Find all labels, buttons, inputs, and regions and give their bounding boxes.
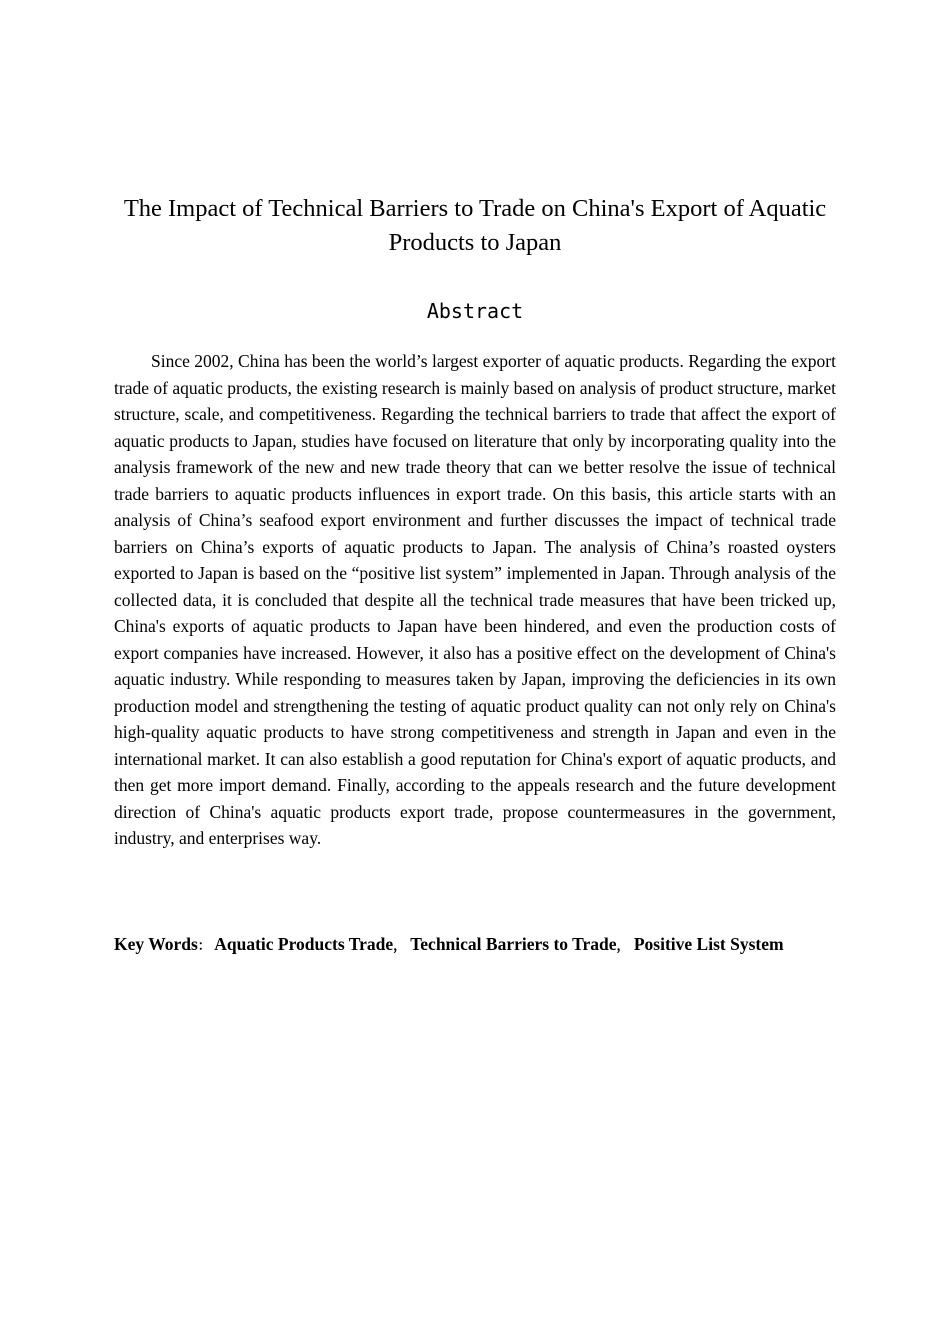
keyword-separator: ， bbox=[616, 939, 630, 954]
paper-title: The Impact of Technical Barriers to Trade on China's Export of Aquatic Products to Japan bbox=[123, 195, 827, 256]
keywords-label: Key Words bbox=[114, 934, 198, 954]
abstract-body: Since 2002, China has been the world’s largest exporter of aquatic products. Regarding the export trade of aquatic products, the existing research is mainly based on analysis of product structure, market structure, scale, and competitiveness. Regarding the technical barriers to trade that affect the export of aquatic products to Japan, studies have focused on literature that only by incorporating quality into the analysis framework of the new and new trade theory that can we better resolve the issue of technical trade barriers to aquatic products influences in export trade. On this basis, this article starts with an analysis of China’s seafood export environment and further discusses the impact of technical trade barriers on China’s exports of aquatic products to Japan. The analysis of China’s roasted oysters exported to Japan is based on the “positive list system” implemented in Japan. Through analysis of the collected data, it is concluded that despite all the technical trade measures that have been tricked up, China's exports of aquatic products to Japan have been hindered, and even the production costs of export companies have increased. However, it also has a positive effect on the development of China's aquatic industry. While responding to measures taken by Japan, improving the deficiencies in its own production model and strengthening the testing of aquatic product quality can not only rely on China's high-quality aquatic products to have strong competitiveness and strength in Japan and even in the international market. It can also establish a good reputation for China's export of aquatic products, and then get more import demand. Finally, according to the appeals research and the future development direction of China's aquatic products export trade, propose countermeasures in the government, industry, and enterprises way. bbox=[114, 351, 836, 848]
abstract-heading: Abstract bbox=[426, 299, 524, 323]
keyword-separator: ， bbox=[393, 939, 407, 954]
keywords-line bbox=[114, 931, 836, 961]
keyword-positive-list-system: Positive List System bbox=[633, 934, 784, 954]
keyword-aquatic-products-trade: Aquatic Products Trade bbox=[214, 934, 394, 954]
keywords-label-separator: ： bbox=[197, 939, 211, 954]
keyword-technical-barriers: Technical Barriers to Trade bbox=[410, 934, 617, 954]
